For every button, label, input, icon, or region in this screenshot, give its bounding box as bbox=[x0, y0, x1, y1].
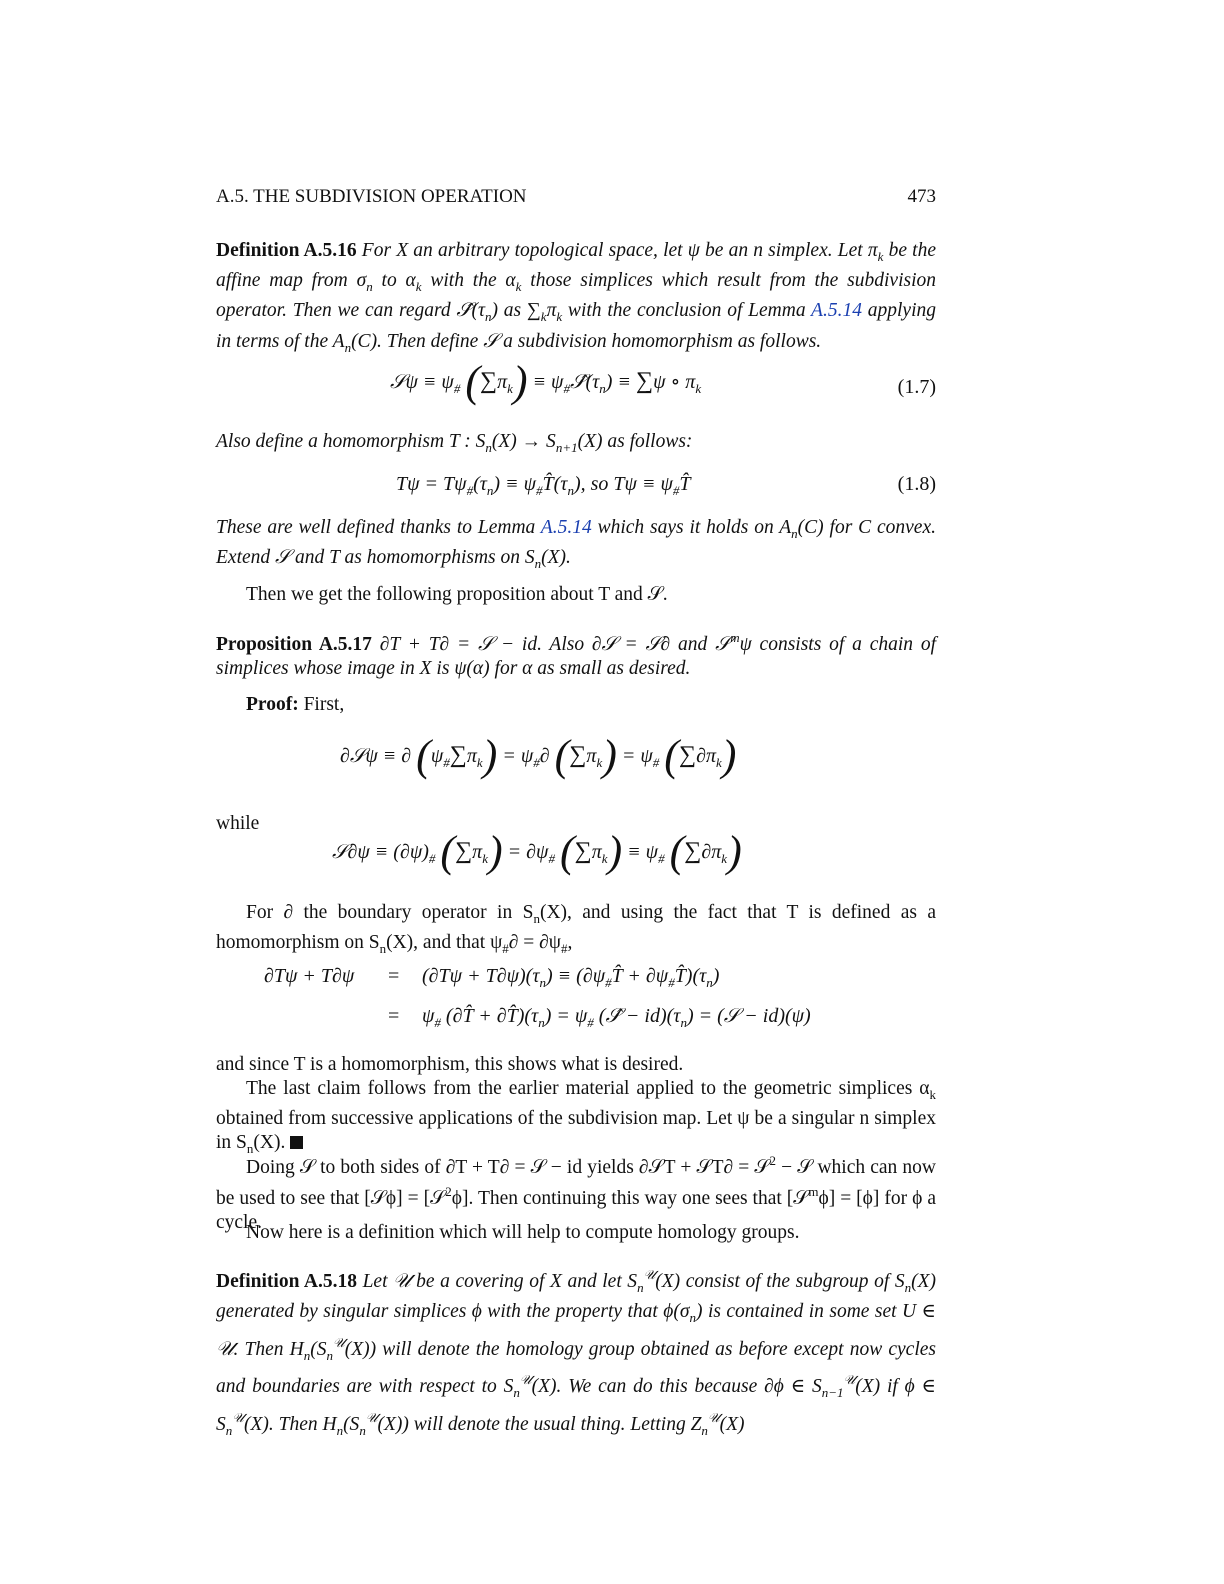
proof-equation-1: ∂𝒮ψ ≡ ∂ $(\psi_{\#}\sum\pi_k) = \psi_{\#}\partial$ $(\sum\pi_k) = \psi_{\#}$ $(\sum\partial\pi_k)$ bbox=[340, 731, 737, 780]
equation-1-8: $T\psi = T\psi_{\#}(\tau_n)$ ≡ $\psi_{\#}T̂(\tau_n)$, so $T\psi \equiv \psi_{\#}T̂$ (1.8) bbox=[396, 473, 936, 498]
proof-label: Proof: bbox=[246, 694, 299, 715]
aligned-equations: ∂Tψ + T∂ψ = $(\partial T\psi + T\partial\psi)(\tau_n)$ ≡ ($\partial\psi_{\#}T̂$ + $\partial\psi_{\#}T̂)(\tau_n)$ = $\psi_{\#}$ (∂T̂ + $\partial T̂)(\tau_n) = \psi_{\#}$ (𝒮̂ − $id)(\tau_n)$ = (𝒮 − id)(ψ) bbox=[264, 965, 811, 1030]
also-define: Also define a homomorphism T : $S_n(X) \to S_{n+1}(X)$ as follows: bbox=[216, 431, 693, 455]
proof-start: Proof: First, bbox=[246, 694, 345, 715]
definition-a518: Definition A.5.18 Let 𝒰 be a covering of X and let $S_n^𝒰(X)$ consist of the subgroup of $S_n(X)$ generated by singular simplices ϕ with the property that $\phi(\sigma_n)$ is contained in some set U ∈ 𝒰. Then $H_n(S_n^𝒰(X))$ will denote the homology group obtained as before except now cycles and boundaries are with respect to $S_n^𝒰(X)$. We can do this because ∂ϕ ∈ $S_{n-1}^𝒰(X)$ if ϕ ∈ $S_n^𝒰(X)$. Then $H_n(S_n^𝒰(X))$ will denote the usual thing. Letting $Z_n^𝒰(X)$ bbox=[216, 1267, 936, 1438]
and-since: and since T is a homomorphism, this shows what is desired. bbox=[216, 1054, 684, 1075]
now-here-paragraph: Now here is a definition which will help to compute homology groups. bbox=[246, 1222, 800, 1243]
equation-1-7: 𝒮ψ ≡ $\psi_{\#}$ $(\sum\pi_k)$ ≡ $\psi_{\#}𝒮̂(\tau_n) \equiv \sum\psi$ ∘ $\pi_k$ (1.7) bbox=[390, 357, 936, 406]
doing-paragraph: Doing 𝒮 to both sides of ∂T + T∂ = 𝒮 − id yields ∂𝒮T + 𝒮T∂ = 𝒮$^2$ − 𝒮 which can now be used to see that [𝒮ϕ] = [𝒮$^2$ϕ]. Then continuing this way one sees that [𝒮$^m$ϕ] = [ϕ] for ϕ a cycle. bbox=[216, 1153, 936, 1234]
while-word: while bbox=[216, 813, 260, 834]
page-number: 473 bbox=[907, 186, 936, 207]
proposition-label: Proposition A.5.17 bbox=[216, 634, 372, 655]
definition-label: Definition A.5.16 bbox=[216, 240, 357, 261]
page bbox=[216, 0, 936, 1584]
definition-a516: Definition A.5.16 For X an arbitrary topological space, let ψ be an n simplex. Let $\pi_k$ be the affine map from $\sigma_n$ to $\alpha_k$ with the $\alpha_k$ those simplices which result from the subdivision operator. Then we can regard $𝒮̂(\tau_n)$ as $\sum_k\pi_k$ with the conclusion of Lemma A.5.14 applying in terms of the $A_n(C)$. Then define 𝒮 a subdivision homomorphism as follows. bbox=[216, 240, 937, 355]
running-header bbox=[216, 186, 936, 208]
last-claim-paragraph: The last claim follows from the earlier material applied to the geometric simplices $\alpha_k$ obtained from successive applications of the subdivision map. Let ψ be a singular n simplex in $S_n(X)$. bbox=[216, 1078, 936, 1157]
boundary-paragraph: For ∂ the boundary operator in $S_n(X)$, and using the fact that T is defined as a homomorphism on $S_n(X)$, and that $\psi_{\#}\partial = \partial\psi_{\#}$, bbox=[216, 902, 936, 957]
proposition-intro: Then we get the following proposition about T and 𝒮. bbox=[246, 584, 668, 605]
equation-tag: (1.8) bbox=[897, 473, 936, 495]
lemma-link[interactable]: A.5.14 bbox=[540, 517, 592, 538]
proof-equation-2: 𝒮∂ψ ≡ $(\partial\psi)_{\#}$ $(\sum\pi_k) = \partial\psi_{\#}$ $(\sum\pi_k) \equiv \psi_{\#}$ $(\sum\partial\pi_k)$ bbox=[332, 827, 742, 876]
definition-label: Definition A.5.18 bbox=[216, 1271, 357, 1292]
lemma-link[interactable]: A.5.14 bbox=[811, 300, 862, 322]
section-title: A.5. THE SUBDIVISION OPERATION bbox=[216, 186, 527, 207]
proposition-a517: Proposition A.5.17 ∂T + T∂ = 𝒮 − id. Also ∂𝒮 = 𝒮∂ and 𝒮$^m$ψ consists of a chain of simplices whose image in X is ψ(α) for α as small as desired. bbox=[216, 630, 937, 680]
equation-tag: (1.7) bbox=[897, 376, 936, 398]
qed-square-icon bbox=[290, 1136, 303, 1149]
well-defined-paragraph: These are well defined thanks to Lemma A.5.14 which says it holds on $A_n(C)$ for C convex. Extend 𝒮 and T as homomorphisms on $S_n(X)$. bbox=[216, 517, 936, 572]
